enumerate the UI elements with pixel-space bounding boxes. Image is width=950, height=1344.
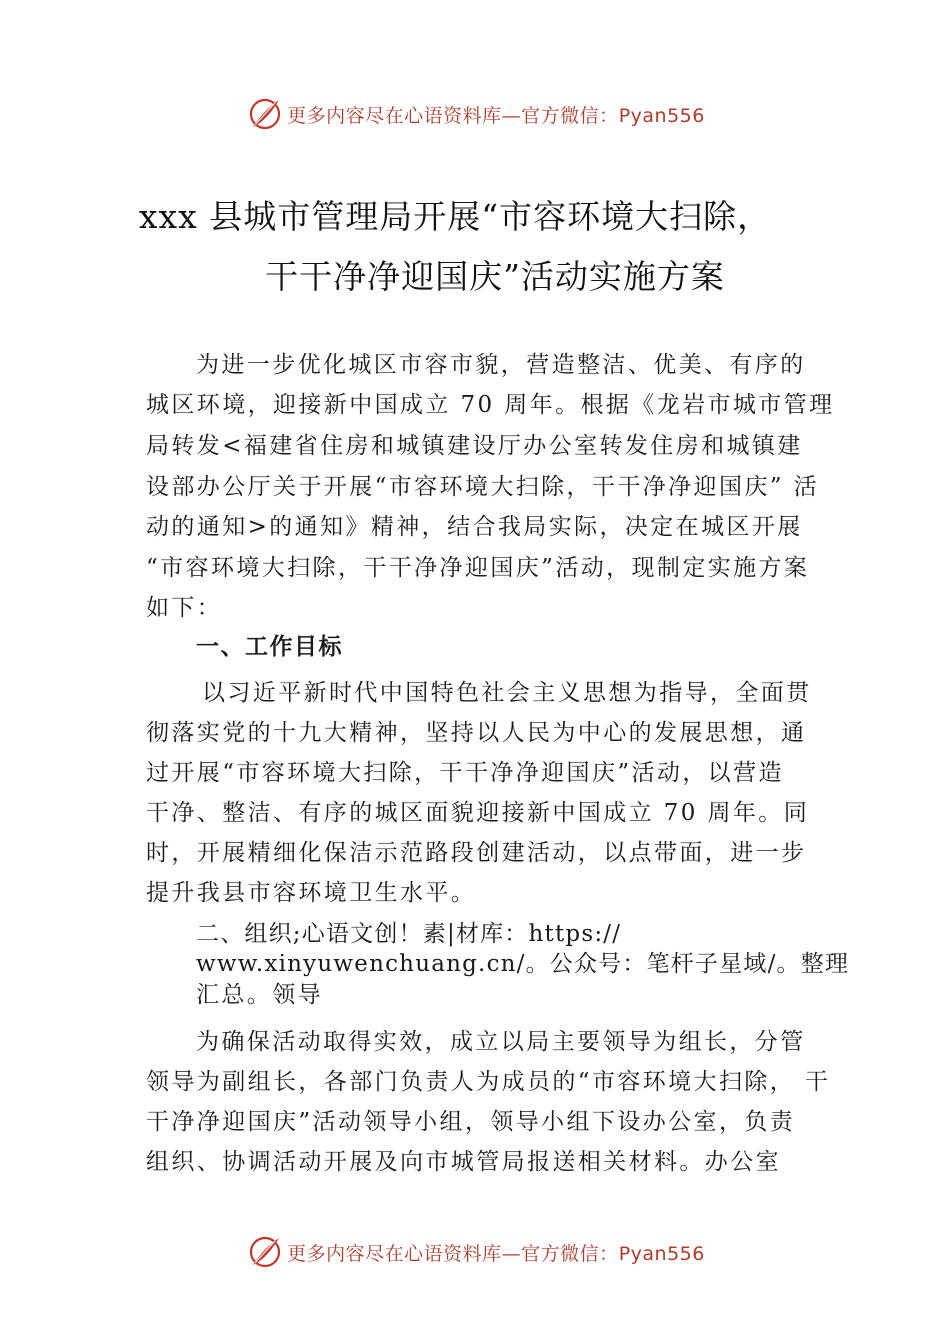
banner-separator: — <box>501 1242 522 1265</box>
intro-line: “市容环境大扫除，干干净净迎国庆”活动，现制定实施方案 <box>146 555 810 581</box>
banner-text <box>287 1239 705 1266</box>
section-1-line: 提升我县市容环境卫生水平。 <box>146 880 477 906</box>
document-title-line-2: 干干净净迎国庆”活动实施方案 <box>265 257 725 296</box>
banner-site-text: 更多内容尽在心语资料库 <box>287 1242 502 1265</box>
feather-pen-logo-icon <box>245 94 285 134</box>
banner-text <box>287 101 705 128</box>
feather-pen-logo-icon <box>245 1232 285 1272</box>
section-2-line: 干净净迎国庆”活动领导小组，领导小组下设办公室，负责 <box>146 1109 796 1135</box>
intro-line: 为进一步优化城区市容市貌，营造整洁、优美、有序的 <box>196 352 806 378</box>
intro-line: 城区环境，迎接新中国成立 70 周年。根据《龙岩市城市管理 <box>146 392 835 418</box>
banner-separator: — <box>501 104 522 127</box>
banner-wechat-id: Pyan556 <box>618 104 705 127</box>
intro-line: 如下： <box>146 595 223 621</box>
section-2-line: 领导为副组长，各部门负责人为成员的“市容环境大扫除， 干 <box>146 1069 831 1095</box>
banner-wechat-id: Pyan556 <box>618 1242 705 1265</box>
section-1-line: 彻落实党的十九大精神，坚持以人民为中心的发展思想，通 <box>146 720 807 746</box>
section-1-line: 过开展“市容环境大扫除，干干净净迎国庆”活动，以营造 <box>146 760 784 786</box>
footer-watermark-banner <box>0 1230 950 1274</box>
document-title-line-1: xxx 县城市管理局开展“市容环境大扫除， <box>138 197 772 236</box>
intro-line: 动的通知>的通知》精神，结合我局实际，决定在城区开展 <box>146 514 803 540</box>
section-1-line: 以习近平新时代中国特色社会主义思想为指导，全面贯 <box>202 680 812 706</box>
intro-line: 设部办公厅关于开展“市容环境大扫除，干干净净迎国庆” 活 <box>146 474 820 500</box>
section-1-line: 干净、整洁、有序的城区面貌迎接新中国成立 70 周年。同 <box>146 800 810 826</box>
section-1-heading: 一、工作目标 <box>196 634 343 660</box>
section-2-line: 组织、协调活动开展及向市城管局报送相关材料。办公室 <box>146 1149 781 1175</box>
intro-line: 局转发<福建省住房和城镇建设厅办公室转发住房和城镇建 <box>146 433 803 459</box>
banner-site-text: 更多内容尽在心语资料库 <box>287 104 502 127</box>
header-watermark-banner <box>0 92 950 136</box>
section-2-heading-line: 汇总。领导 <box>196 982 323 1008</box>
section-1-line: 时，开展精细化保洁示范路段创建活动，以点带面，进一步 <box>146 840 807 866</box>
section-2-heading-line: 二、组织;心语文创！素|材库：https:// <box>196 921 622 947</box>
banner-wechat-label: 官方微信： <box>521 104 619 127</box>
section-2-line: 为确保活动取得实效，成立以局主要领导为组长，分管 <box>196 1029 806 1055</box>
banner-wechat-label: 官方微信： <box>521 1242 619 1265</box>
section-2-heading-line: www.xinyuwenchuang.cn/。公众号：笔杆子星域/。整理 <box>196 951 850 977</box>
